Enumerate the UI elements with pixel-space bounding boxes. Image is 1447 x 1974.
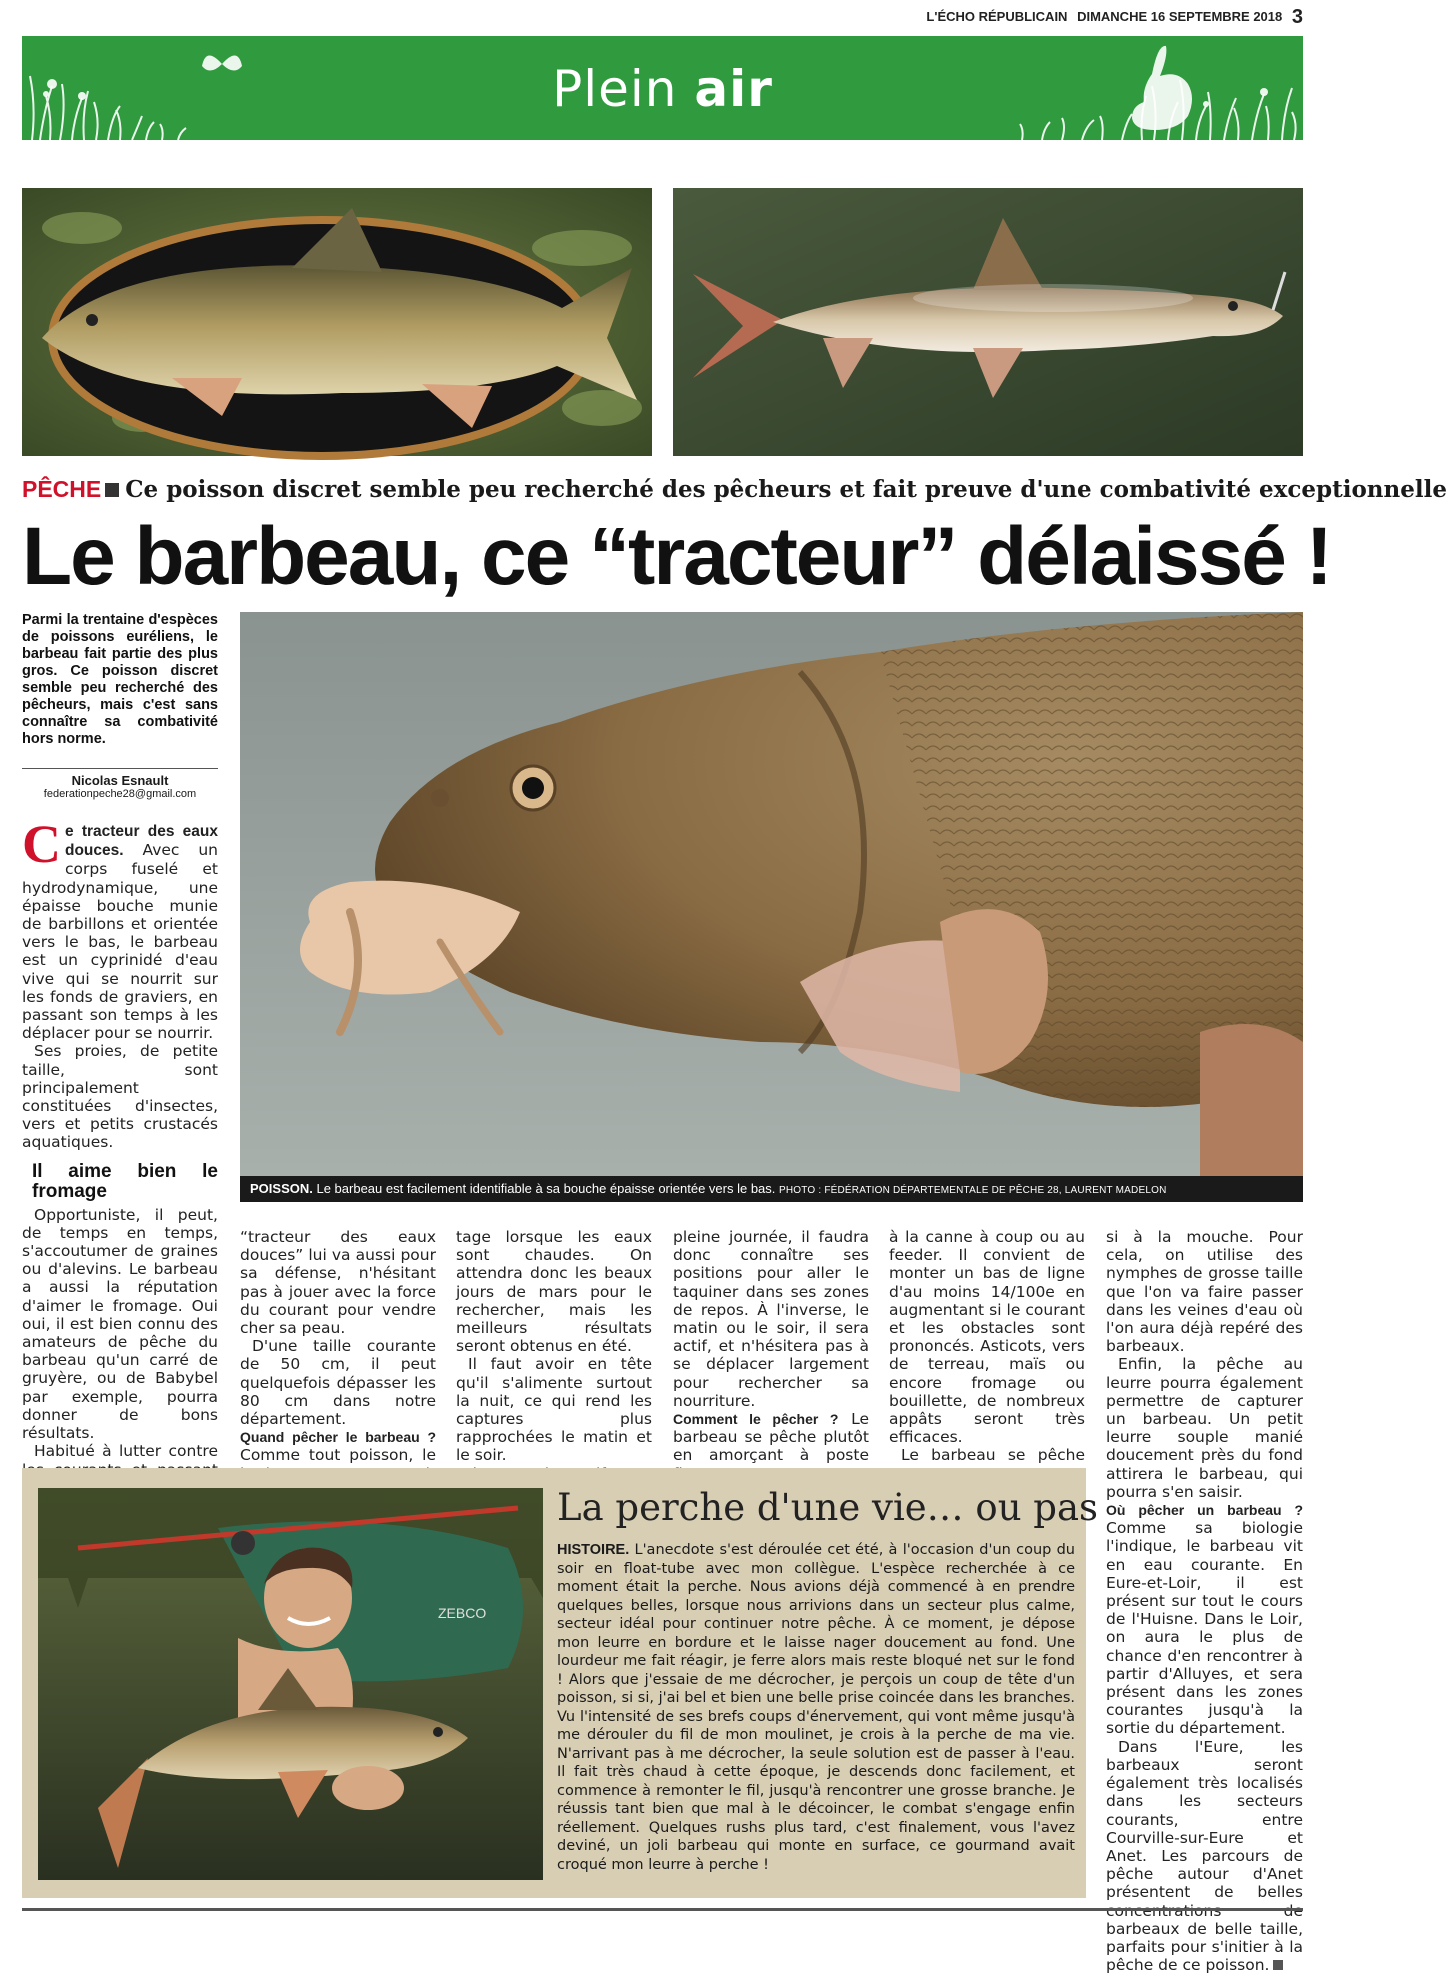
page-header	[22, 6, 1303, 30]
article-kicker	[22, 476, 1447, 508]
author-email: federationpeche28@gmail.com	[43, 788, 197, 800]
lead-paragraph: Parmi la trentaine d'espèces de poissons euréliens, le barbeau fait partie des plus gros. Ce poisson discret semble peu recherché des pêcheurs, mais c'est sans connaître sa combativité hors norme.	[22, 612, 218, 747]
sidebar-box	[22, 1468, 1099, 1898]
float-tube-brand: ZEBCO	[438, 1605, 487, 1621]
headline: Le barbeau, ce “tracteur” délaissé !	[22, 511, 1331, 602]
subheading: Il aime bien le fromage	[32, 1160, 218, 1202]
byline	[22, 768, 218, 800]
drop-cap: C	[22, 814, 61, 874]
lead-bold: e tracteur des eaux douces.	[65, 823, 218, 860]
issue-date: DIMANCHE 16 SEPTEMBRE 2018	[1077, 9, 1283, 24]
author-name: Nicolas Esnault	[71, 773, 169, 788]
article-column-4: pleine journée, il faudra donc connaître ses positions pour aller le taquiner dans ses zones de repos. À l'inverse, le matin ou le soir, il sera actif, et n'hésitera pas à se déplacer largement pour rechercher sa nourriture. Comment le pêcher ? Le barbeau se pêche plutôt en amorçant à poste	[673, 1228, 869, 1465]
section-banner	[22, 36, 1303, 140]
newspaper-name: L'ÉCHO RÉPUBLICAIN	[926, 9, 1068, 24]
article-column-3: tage lorsque les eaux sont chaudes. On attendra donc les beaux jours de mars pour le rechercher, mais les meilleurs résultats seront obtenus en été. Il faut avoir en tête qu'il s'alimente surtout la nuit, ce qui rend les captures plus rapprochées le matin et le soir.	[456, 1228, 652, 1465]
photo-credit: PHOTO : FÉDÉRATION DÉPARTEMENTALE DE PÊCHE 28, LAURENT MADELON	[779, 1185, 1167, 1196]
photo-barbel-net	[22, 188, 652, 456]
question-when: Quand pêcher le barbeau ?	[240, 1429, 436, 1446]
photo-angler-float-tube	[38, 1488, 543, 1880]
bottom-rule	[22, 1908, 1303, 1911]
question-how: Comment le pêcher ?	[673, 1411, 839, 1428]
sidebar-label: HISTOIRE.	[557, 1542, 630, 1558]
sidebar-title: La perche d'une vie… ou pas	[557, 1486, 1099, 1529]
kicker-text: Ce poisson discret semble peu recherché des pêcheurs et fait preuve d'une combativité exceptionnelle	[125, 476, 1447, 503]
caption-text: Le barbeau est facilement identifiable à sa bouche épaisse orientée vers le bas.	[316, 1181, 776, 1196]
section-label: PÊCHE	[22, 476, 102, 502]
photo-barbel-water	[673, 188, 1303, 456]
article-column-1: C e tracteur des eaux douces. Avec un corps fuselé et hydrodynamique, une épaisse bouche munie de barbillons et orientée vers le bas, le barbeau est un cyprinidé d'eau vive qui se nourrit sur les fonds de graviers, en passant son temps à les déplacer pour se nourrir. Ses proies, de petite taille, sont principalement constituées d'insectes, vers et petits crustacés aquatiques. Il aime bien le fromage Opportuniste, il peut, de temps en temps, s'accoutumer de graines ou d'alevins. Le barbeau a aussi la réputation d'aimer le fromage. Oui oui, il est bien connu des amateurs de pêche du barbeau qu'un carré de gruyère, ou de Babybel par exemple, pourra donner de bons résultats. Habitué à lutter contre	[22, 814, 218, 1461]
page-number: 3	[1291, 6, 1303, 28]
question-where: Où pêcher un barbeau ?	[1106, 1502, 1303, 1519]
caption-label: POISSON.	[250, 1181, 313, 1196]
sidebar-text: HISTOIRE. L'anecdote s'est déroulée cet été, à l'occasion d'un coup du soir en float-tube avec mon collègue. L'espèce recherchée à ce moment était la perche. Nous avions déjà commencé à en prendre quelques belles, lorsque nous arrivions dans un secteur plus calme, secteur idéal pour continuer notre pêche. À ce moment, je dépose mon leurre en bordure et le laisse nager doucement au fond. Une lourdeur me fait réagir, je ferre alors mais reste bloqué net sur le fond ! Alors que j'essaie de me décrocher, je perçois un coup de tête d'un poisson, si si, j'ai bel et bien une belle prise coincée dans les branches. Vu l'intensité de ses brefs coups d'énervement, qui vont même jusqu'à me dérouler du fil de mon moulinet, je crois à la perche de ma vie. N'arrivant pas à me décrocher, la seule solution est de passer à l'eau. Il fait très chaud à cette époque, je descends donc facilement, et commence à remonter le fil, jusqu'à rencontrer une grosse branche. Je réussis tant bien que mal à le décoincer, le combat s'engage enfin réellement. Quelques rushs plus tard, c'est finalement, vous l'avez deviné, un joli barbeau qui monte en surface, ce gourmand avait croqué mon leurre à perche !	[557, 1542, 1075, 1873]
section-title: Plein air	[552, 60, 773, 118]
article-column-6: si à la mouche. Pour cela, on utilise des nymphes de grosse taille que l'on va faire passer dans les veines d'eau où l'on aura déjà repéré des barbeaux. Enfin, la pêche au leurre pourra également permettre de capturer un barbeau. Un petit leurre souple manié doucement près du fond attirera le barbeau, qui pourra s'en saisir. Où pêcher un barbeau ? Comme sa biologie l'indique, le barbeau vit en eau courante. En Eure-et-Loir, il est présent sur tout le cours de l'Huisne. Dans le Loir, on aura le plus de chance d'en rencontrer à partir d'Alluyes, et sera présent dans les zones courantes jusqu'à la sortie du département. Dans l'Eure, les barbeaux seront également très localisés dans les secteurs courants, entre Courville-sur-Eure et Anet. Les parcours de pêche autour d'Anet présentent de belles barbeaux de belle taille, parfaits pour s'initier à la pêche de ce poisson.	[1106, 1228, 1303, 1974]
article-column-2: “tracteur des eaux douces” lui va aussi pour sa défense, n'hésitant pas à jouer avec la force du courant pour vendre cher sa peau. D'une taille courante de 50 cm, il peut quelquefois dépasser les 80 cm dans notre département. Quand pêcher le barbeau ? Comme tout poisson, le	[240, 1228, 436, 1465]
photo-caption	[240, 1176, 1303, 1202]
photo-barbel-head	[240, 612, 1303, 1176]
end-mark	[1273, 1960, 1283, 1970]
article-column-5: à la canne à coup ou au feeder. Il convient de monter un bas de ligne d'au moins 14/100e en augmentant si le courant et les obstacles sont prononcés. Asticots, vers de terreau, maïs ou encore fromage ou bouillette, de nombreux appâts seront très efficaces. Le barbeau se pêche	[889, 1228, 1085, 1465]
kicker-square	[105, 483, 119, 497]
